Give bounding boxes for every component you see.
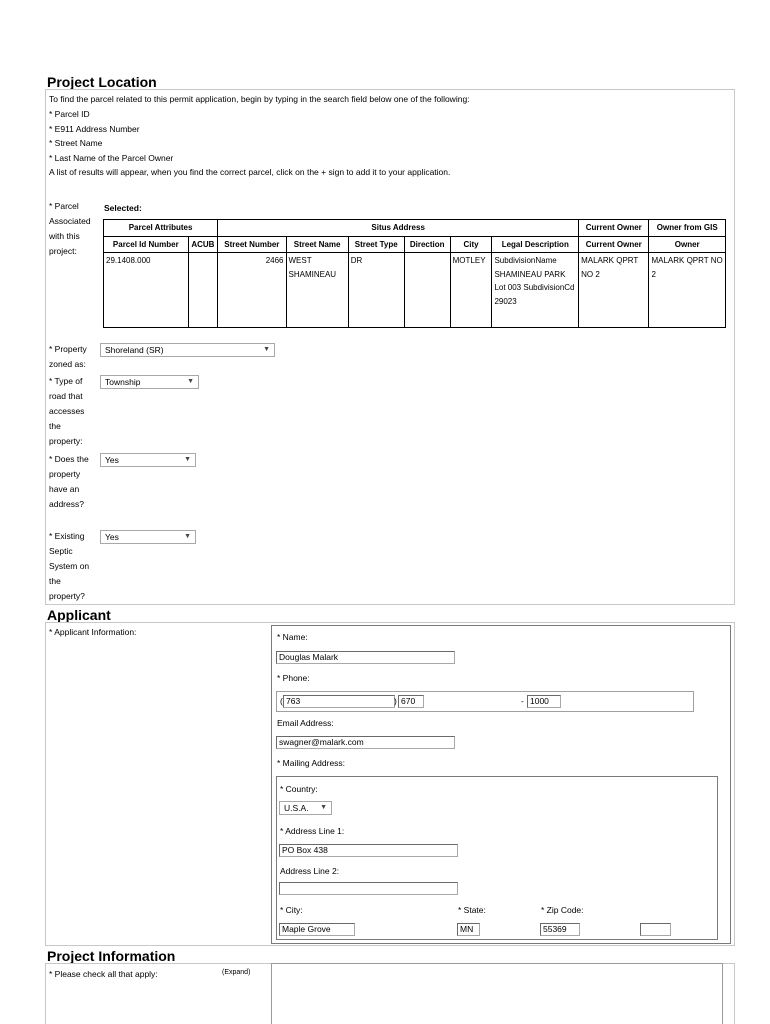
- group-current-owner: Current Owner: [579, 220, 649, 237]
- mailing-address-fieldset: [276, 776, 718, 940]
- road-type-select-value: Township: [105, 377, 141, 387]
- address-line2-input[interactable]: [279, 882, 458, 895]
- state-input[interactable]: MN: [457, 923, 480, 936]
- country-select-value: U.S.A.: [284, 803, 309, 813]
- phone-area-input[interactable]: 763: [283, 695, 395, 708]
- email-input[interactable]: swagner@malark.com: [276, 736, 455, 749]
- zoned-label: * Property zoned as:: [49, 344, 87, 369]
- option-e911: * E911 Address Number: [49, 124, 140, 134]
- city-input[interactable]: Maple Grove: [279, 923, 355, 936]
- option-owner-last-name: * Last Name of the Parcel Owner: [49, 153, 174, 163]
- zoned-select-value: Shoreland (SR): [105, 345, 164, 355]
- road-type-select[interactable]: [100, 375, 199, 389]
- required-marker: *: [277, 673, 283, 683]
- zip-ext-input[interactable]: [640, 923, 671, 936]
- required-marker: *: [458, 905, 464, 915]
- address-line1-input[interactable]: PO Box 438: [279, 844, 458, 857]
- cell-street-name: WEST SHAMINEAU: [286, 253, 348, 328]
- city-label: * City:: [280, 905, 303, 915]
- project-information-title: Project Information: [47, 948, 176, 964]
- col-current-owner: Current Owner: [579, 236, 649, 253]
- col-street-name: Street Name: [286, 236, 348, 253]
- phone-dash: -: [521, 696, 524, 706]
- phone-label: * Phone:: [277, 673, 310, 683]
- option-parcel-id: * Parcel ID: [49, 109, 90, 119]
- chevron-down-icon: ▼: [187, 378, 194, 385]
- road-type-label: * Type of road that accesses the property:: [49, 376, 85, 446]
- option-street-name: * Street Name: [49, 138, 103, 148]
- phone-line-input[interactable]: 1000: [527, 695, 561, 708]
- required-marker: *: [280, 784, 286, 794]
- phone-open-paren: (: [280, 696, 283, 706]
- required-marker: *: [280, 905, 286, 915]
- cell-owner-gis: MALARK QPRT NO 2: [649, 253, 726, 328]
- phone-prefix-input[interactable]: 670: [398, 695, 424, 708]
- required-marker: *: [277, 758, 283, 768]
- mailing-label: * Mailing Address:: [277, 758, 346, 768]
- required-marker: *: [280, 826, 286, 836]
- cell-legal-description: SubdivisionName SHAMINEAU PARK Lot 003 SubdivisionCd 29023: [492, 253, 579, 328]
- septic-select-value: Yes: [105, 532, 119, 542]
- col-acub: ACUB: [188, 236, 218, 253]
- check-all-label: * Please check all that apply:: [49, 969, 158, 979]
- col-owner: Owner: [649, 236, 726, 253]
- applicant-info-label: * Applicant Information:: [49, 627, 137, 637]
- expand-link[interactable]: (Expand): [222, 969, 251, 976]
- col-parcel-id: Parcel Id Number: [104, 236, 189, 253]
- cell-city: MOTLEY: [450, 253, 492, 328]
- chevron-down-icon: ▼: [184, 456, 191, 463]
- country-label: * Country:: [280, 784, 318, 794]
- country-select[interactable]: [279, 801, 332, 815]
- instructions-hint: A list of results will appear, when you find the correct parcel, click on the + sign to add it to your application.: [49, 167, 451, 177]
- zip-label: * Zip Code:: [541, 905, 584, 915]
- col-city: City: [450, 236, 492, 253]
- instructions-intro: To find the parcel related to this permit application, begin by typing in the search field below one of the following:: [49, 94, 470, 104]
- zoned-select[interactable]: [100, 343, 275, 357]
- cell-parcel-id: 29.1408.000: [104, 253, 189, 328]
- cell-street-number: 2466: [218, 253, 286, 328]
- zip-input[interactable]: 55369: [540, 923, 580, 936]
- project-location-title: Project Location: [47, 74, 157, 90]
- has-address-label: * Does the property have an address?: [49, 454, 89, 509]
- septic-label: * Existing Septic System on the property?: [49, 531, 90, 601]
- address-line1-label: * Address Line 1:: [280, 826, 345, 836]
- parcel-associated-label: * Parcel Associated with this project:: [49, 201, 91, 256]
- septic-select[interactable]: [100, 530, 196, 544]
- applicant-title: Applicant: [47, 607, 111, 623]
- project-information-fieldset: [271, 963, 723, 1024]
- cell-current-owner: MALARK QPRT NO 2: [579, 253, 649, 328]
- email-label: Email Address:: [277, 718, 334, 728]
- has-address-select[interactable]: [100, 453, 196, 467]
- cell-street-type: DR: [348, 253, 404, 328]
- col-street-number: Street Number: [218, 236, 286, 253]
- address-line2-label: Address Line 2:: [280, 866, 340, 876]
- chevron-down-icon: ▼: [184, 533, 191, 540]
- has-address-select-value: Yes: [105, 455, 119, 465]
- group-situs-address: Situs Address: [218, 220, 579, 237]
- required-marker: *: [541, 905, 547, 915]
- col-legal-description: Legal Description: [492, 236, 579, 253]
- group-owner-gis: Owner from GIS: [649, 220, 726, 237]
- state-label: * State:: [458, 905, 486, 915]
- col-direction: Direction: [404, 236, 450, 253]
- cell-direction: [404, 253, 450, 328]
- chevron-down-icon: ▼: [263, 346, 270, 353]
- group-parcel-attributes: Parcel Attributes: [104, 220, 218, 237]
- phone-close-paren: ): [394, 696, 397, 706]
- parcel-table: [103, 219, 726, 328]
- required-marker: *: [277, 632, 283, 642]
- name-label: * Name:: [277, 632, 308, 642]
- chevron-down-icon: ▼: [320, 804, 327, 811]
- col-street-type: Street Type: [348, 236, 404, 253]
- cell-acub: [188, 253, 218, 328]
- table-row: [104, 253, 726, 328]
- selected-label: Selected:: [104, 203, 142, 213]
- name-input[interactable]: Douglas Malark: [276, 651, 455, 664]
